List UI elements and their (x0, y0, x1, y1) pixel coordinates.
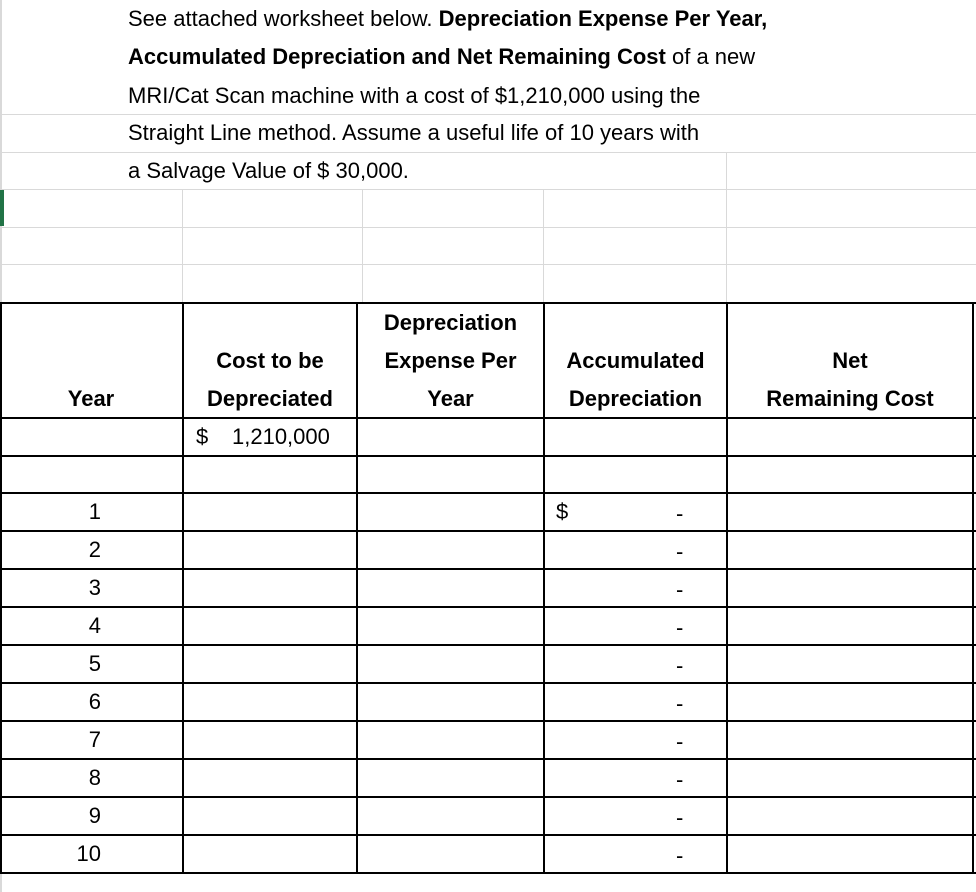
year-cell: 4 (88, 613, 101, 638)
header-acc-line2: Depreciation (568, 386, 703, 411)
year-cell: 8 (88, 765, 101, 790)
accumulated-value: - (676, 615, 684, 640)
year-cell: 10 (76, 841, 101, 866)
accumulated-value: - (676, 577, 684, 602)
header-acc-line1: Accumulated (566, 348, 705, 373)
accumulated-value: - (676, 501, 684, 526)
accumulated-value: - (676, 843, 684, 868)
row-selection-marker (0, 190, 4, 226)
initial-cost-currency: $ (196, 424, 209, 449)
accumulated-value: - (676, 805, 684, 830)
header-cost-line1: Cost to be (216, 348, 324, 373)
accumulated-value: - (676, 691, 684, 716)
year-cell: 5 (88, 651, 101, 676)
year-cell: 7 (88, 727, 101, 752)
initial-cost-amount: 1,210,000 (232, 424, 330, 449)
year-cell: 9 (88, 803, 101, 828)
year-cell: 1 (88, 499, 101, 524)
header-cost-line2: Depreciated (207, 386, 333, 411)
header-dep-line1: Depreciation (383, 310, 518, 335)
intro-line-2: Accumulated Depreciation and Net Remaining Cost of a new (128, 44, 756, 69)
accumulated-value: - (676, 653, 684, 678)
accumulated-currency-symbol: $ (556, 499, 569, 524)
accumulated-value: - (676, 539, 684, 564)
year-cell: 2 (88, 537, 101, 562)
accumulated-value: - (676, 767, 684, 792)
intro-line-5: a Salvage Value of $ 30,000. (128, 158, 409, 183)
header-year: Year (67, 386, 115, 411)
header-dep-line3: Year (427, 386, 474, 411)
year-cell: 6 (88, 689, 101, 714)
header-net-line2: Remaining Cost (766, 386, 934, 411)
intro-line-1: See attached worksheet below. Depreciation Expense Per Year, (128, 6, 768, 31)
accumulated-value: - (676, 729, 684, 754)
header-dep-line2: Expense Per (384, 348, 517, 373)
intro-line-4: Straight Line method. Assume a useful life of 10 years with (128, 120, 700, 145)
year-cell: 3 (88, 575, 101, 600)
header-net-line1: Net (832, 348, 868, 373)
intro-line-3: MRI/Cat Scan machine with a cost of $1,210,000 using the (128, 83, 701, 108)
